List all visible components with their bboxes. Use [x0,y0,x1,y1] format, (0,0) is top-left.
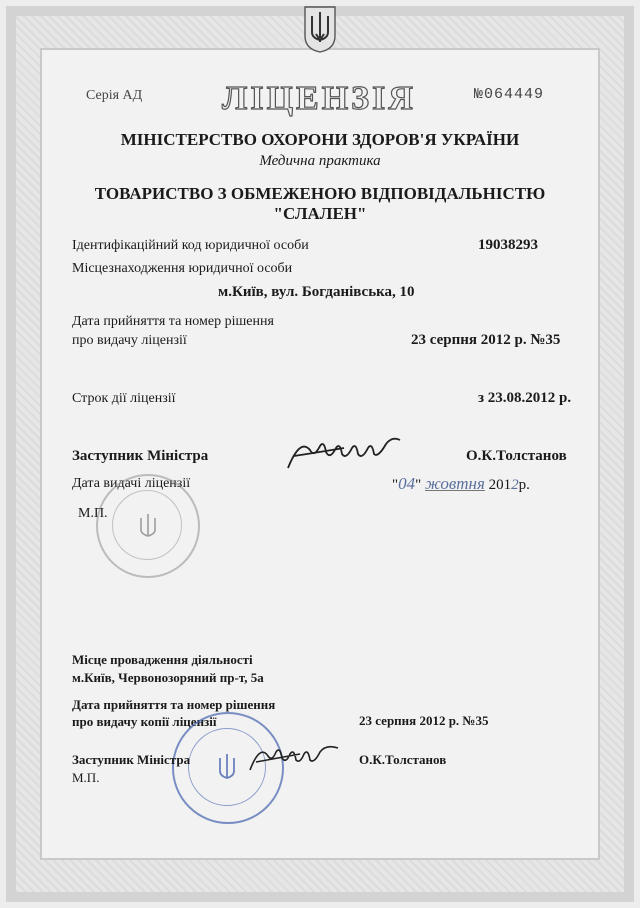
location-label: Місцезнаходження юридичної особи [72,261,293,276]
license-title: ЛІЦЕНЗІЯ [222,80,416,117]
license-number: №064449 [474,86,545,103]
term-label: Строк дії ліцензії [72,391,176,406]
copy-signatory-name: О.К.Толстанов [359,752,447,767]
trident-emblem-icon [302,4,338,54]
company-name-line2: "СЛАЛЕН" [273,204,367,223]
seal-place-label: М.П. [78,506,108,521]
series-label: Серія АД [86,88,143,103]
issue-day: 04 [398,474,416,493]
copy-decision-value: 23 серпня 2012 р. №35 [359,713,489,728]
id-code-value: 19038293 [478,237,538,253]
signatory-name: О.К.Толстанов [466,448,567,464]
deputy-minister-label: Заступник Міністра [72,448,209,464]
faded-stamp-icon [96,474,200,578]
decision-label-line1: Дата прийняття та номер рішення [72,314,274,329]
signature-icon [280,428,410,478]
issue-year-prefix: 201 [488,477,512,493]
activity-type: Медична практика [259,153,381,169]
id-code-label: Ідентифікаційний код юридичної особи [72,238,309,253]
location-value: м.Київ, вул. Богданівська, 10 [218,284,415,300]
copy-deputy-minister-label: Заступник Міністра [72,752,191,767]
ministry-name: МІНІСТЕРСТВО ОХОРОНИ ЗДОРОВ'Я УКРАЇНИ [120,130,520,149]
term-value: з 23.08.2012 р. [478,390,572,406]
copy-decision-label-line1: Дата прийняття та номер рішення [72,697,276,712]
issue-date-label: Дата видачі ліцензії [72,476,191,491]
copy-seal-place-label: М.П. [72,770,100,785]
copy-decision-label-line2: про видачу копії ліцензії [72,714,217,729]
decision-value: 23 серпня 2012 р. №35 [411,332,561,348]
issue-year-suffix: р. [518,477,530,493]
issue-year-handwritten: 2 [511,477,519,493]
company-name-line1: ТОВАРИСТВО З ОБМЕЖЕНОЮ ВІДПОВІДАЛЬНІСТЮ [94,184,546,203]
decision-label-line2: про видачу ліцензії [72,333,187,348]
copy-signature-icon [244,736,348,780]
activity-place-value: м.Київ, Червонозоряний пр-т, 5а [72,670,264,685]
issue-month: жовтня [425,474,485,493]
issue-date-value: "04" жовтня 2012р. [392,474,530,493]
activity-place-label: Місце провадження діяльності [72,652,253,667]
